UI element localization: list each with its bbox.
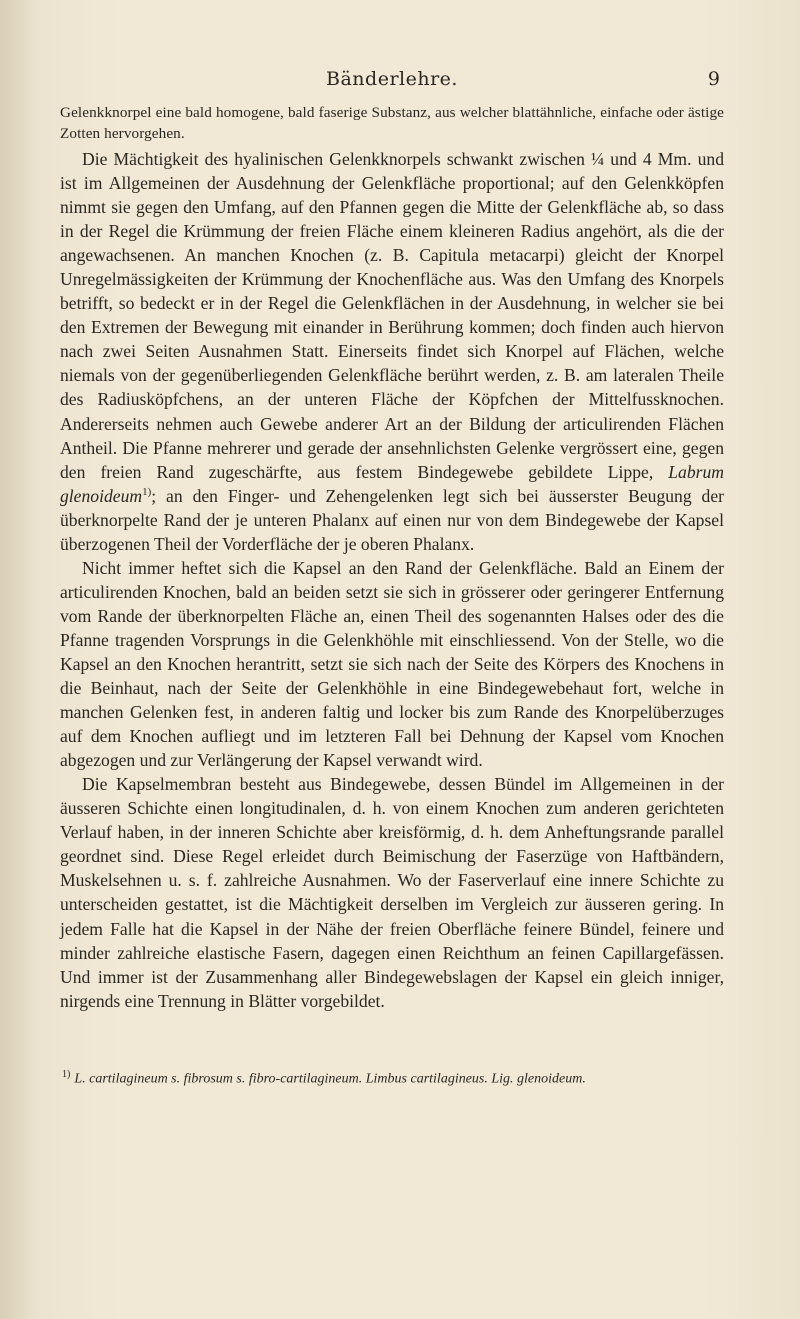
- paragraph-capsule-membrane: Die Kapselmembran besteht aus Bindegewebe, dessen Bündel im Allgemeinen in der äusseren Schichte einen longitudinalen, d. h. von einem Knochen zum anderen gerichteten Verlauf haben, in der inneren Schichte aber kreisförmig, d. h. dem Anheftungsrande parallel geordnet sind. Diese Regel erleidet durch Beimischung der Faserzüge von Haftbändern, Muskelsehnen u. s. f. zahlreiche Ausnahmen. Wo der Faserverlauf eine innere Schichte zu unterscheiden gestattet, ist die Mächtigkeit derselben im Vergleich zur äusseren gering. In jedem Falle hat die Kapsel in der Nähe der freien Oberfläche feinere Bündel, feinere und minder zahlreiche elastische Fasern, dagegen einen Reichthum an feinen Capillargefässen. Und immer ist der Zusammenhang aller Bindegewebslagen der Kapsel ein gleich inniger, nirgends eine Trennung in Blätter vorgebildet.: [60, 774, 724, 1011]
- footnote-text: L. cartilagineum s. fibrosum s. fibro-cartilagineum. Limbus cartilagineus. Lig. glenoideum.: [74, 1071, 586, 1087]
- footnote: [62, 1066, 722, 1089]
- footnote-marker: 1): [62, 1069, 71, 1080]
- page-number: 9: [707, 68, 720, 90]
- running-head: Bänderlehre.: [326, 68, 458, 90]
- body-text: [60, 103, 724, 1013]
- footnote-reference[interactable]: 1): [142, 485, 152, 498]
- emphasis-term: Labrum glenoideum: [60, 461, 724, 506]
- paragraph-cartilage-thickness: [60, 147, 724, 556]
- continued-paragraph: Gelenkknorpel eine bald homogene, bald faserige Substanz, aus welcher blattähnliche, einfache oder ästige Zotten hervorgehen.: [60, 104, 724, 142]
- paragraph-capsule-attachment: Nicht immer heftet sich die Kapsel an den Rand der Gelenkfläche. Bald an Einem der articulirenden Knochen, bald an beiden setzt sie sich in grösserer oder geringerer Entfernung vom Rande der überknorpelten Fläche an, einen Theil des sogenannten Halses oder des die Pfanne tragenden Vorsprungs in die Gelenkhöhle mit einschliessend. Von der Stelle, wo die Kapsel an den Knochen herantritt, setzt sie sich nach der Seite des Körpers des Knochens in die Beinhaut, nach der Seite der Gelenkhöhle in eine Bindegewebehaut fort, welche in manchen Gelenken fest, in anderen faltig und locker bis zum Rande des Knorpelüberzuges auf dem Knochen aufliegt und im letzteren Fall bei Dehnung der Kapsel vom Knochen abgezogen und zur Verlängerung der Kapsel verwandt wird.: [60, 557, 724, 771]
- paragraph-text: Die Mächtigkeit des hyalinischen Gelenkknorpels schwankt zwischen ¼ und 4 Mm. und ist im Allgemeinen der Ausdehnung der Gelenkfläche proportional; auf den Gelenkköpfen nimmt sie gegen den Umfang, auf den Pfannen gegen die Mitte der Gelenkfläche ab, so dass in der Regel die Krümmung der freien Fläche einem kleineren Radius angehört, als die der angewachsenen. An manchen Knochen (z. B. Capitula metacarpi) gleicht der Knorpel Unregelmässigkeiten der Krümmung der Knochenfläche aus. Was den Umfang des Knorpels betrifft, so bedeckt er in der Regel die Gelenkflächen in der Ausdehnung, in welcher sie bei den Extremen der Bewegung mit einander in Berührung kommen; doch finden auch hiervon nach zwei Seiten Ausnahmen Statt. Einerseits findet sich Knorpel auf Flächen, welche niemals von der gegenüberliegenden Gelenkfläche berührt werden, z. B. am lateralen Theile des Radiusköpfchens, an der unteren Fläche der Köpfchen der Mittelfussknochen. Andererseits nehmen auch Gewebe anderer Art an der Bildung der articulirenden Flächen Antheil. Die Pfanne mehrerer und gerade der ansehnlichsten Gelenke vergrössert eine, gegen den freien Rand zugeschärfte, aus festem Bindegewebe gebildete Lippe,: [60, 149, 724, 482]
- paragraph-text: ; an den Finger- und Zehengelenken legt sich bei äusserster Beugung der überknorpelte Rand der je unteren Phalanx auf einen nur von dem Bindegewebe der Kapsel überzogenen Theil der Vorderfläche der je oberen Phalanx.: [60, 485, 724, 554]
- page-header: [62, 68, 722, 96]
